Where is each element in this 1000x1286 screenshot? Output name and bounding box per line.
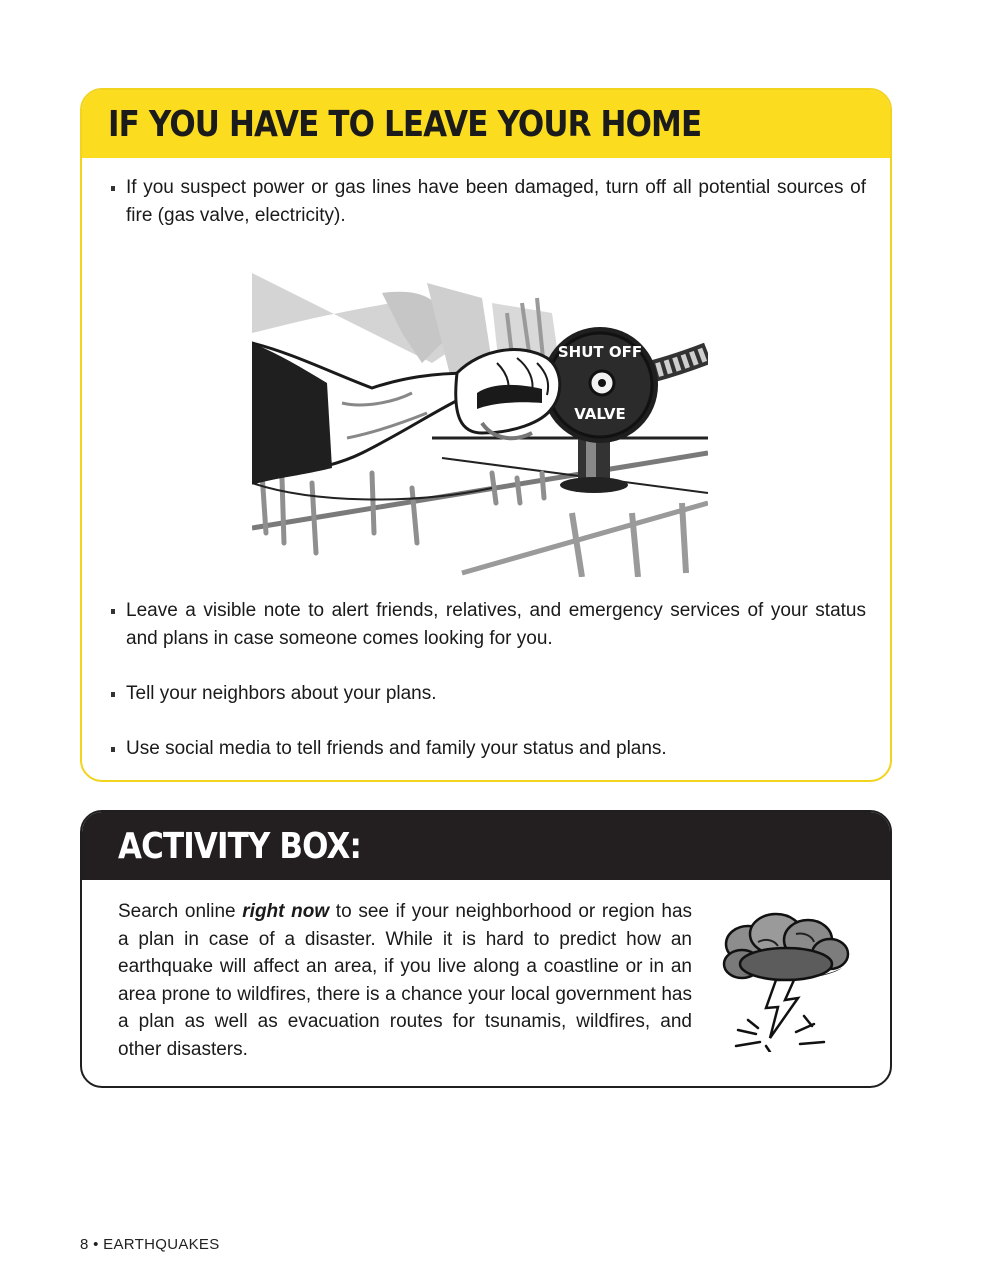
footer-section: EARTHQUAKES — [103, 1236, 220, 1253]
leave-home-box — [80, 88, 892, 782]
activity-text-rest: to see if your neighborhood or region has a plan in case of a disaster. While it is hard to predict how an earthquake will affect an area, if you live along a coastline or in an area prone to wildfires, there is a chance your local government has a plan as well as evacuation routes for tsunamis, wildfires, and other disasters. — [118, 901, 693, 1060]
activity-text-emphasis: right now — [242, 901, 330, 922]
shut-off-valve-illustration — [252, 273, 708, 577]
bullet-tell-neighbors: Tell your neighbors about your plans. — [82, 680, 890, 708]
activity-text-start: Search online — [118, 901, 243, 922]
valve-label-top: SHUT OFF — [557, 343, 643, 361]
leave-home-header — [82, 90, 890, 158]
activity-box-title: ACTIVITY BOX: — [118, 825, 362, 867]
activity-box-header — [82, 812, 890, 880]
valve-label-bottom: VALVE — [574, 405, 626, 423]
leave-home-list-bottom — [82, 597, 890, 763]
leave-home-title: IF YOU HAVE TO LEAVE YOUR HOME — [108, 103, 702, 145]
activity-box — [80, 810, 892, 1088]
bullet-social-media: Use social media to tell friends and family your status and plans. — [82, 735, 890, 763]
storm-cloud-lightning-icon — [718, 912, 858, 1052]
footer-separator: • — [93, 1236, 99, 1253]
bullet-turn-off-sources: If you suspect power or gas lines have been damaged, turn off all potential sources of fire (gas valve, electricity). — [82, 174, 890, 230]
page-number: 8 — [80, 1236, 89, 1253]
bullet-visible-note: Leave a visible note to alert friends, relatives, and emergency services of your status and plans in case someone comes looking for you. — [82, 597, 890, 653]
activity-box-text — [118, 898, 692, 1063]
leave-home-list-top — [82, 174, 890, 230]
page-footer — [80, 1236, 220, 1253]
